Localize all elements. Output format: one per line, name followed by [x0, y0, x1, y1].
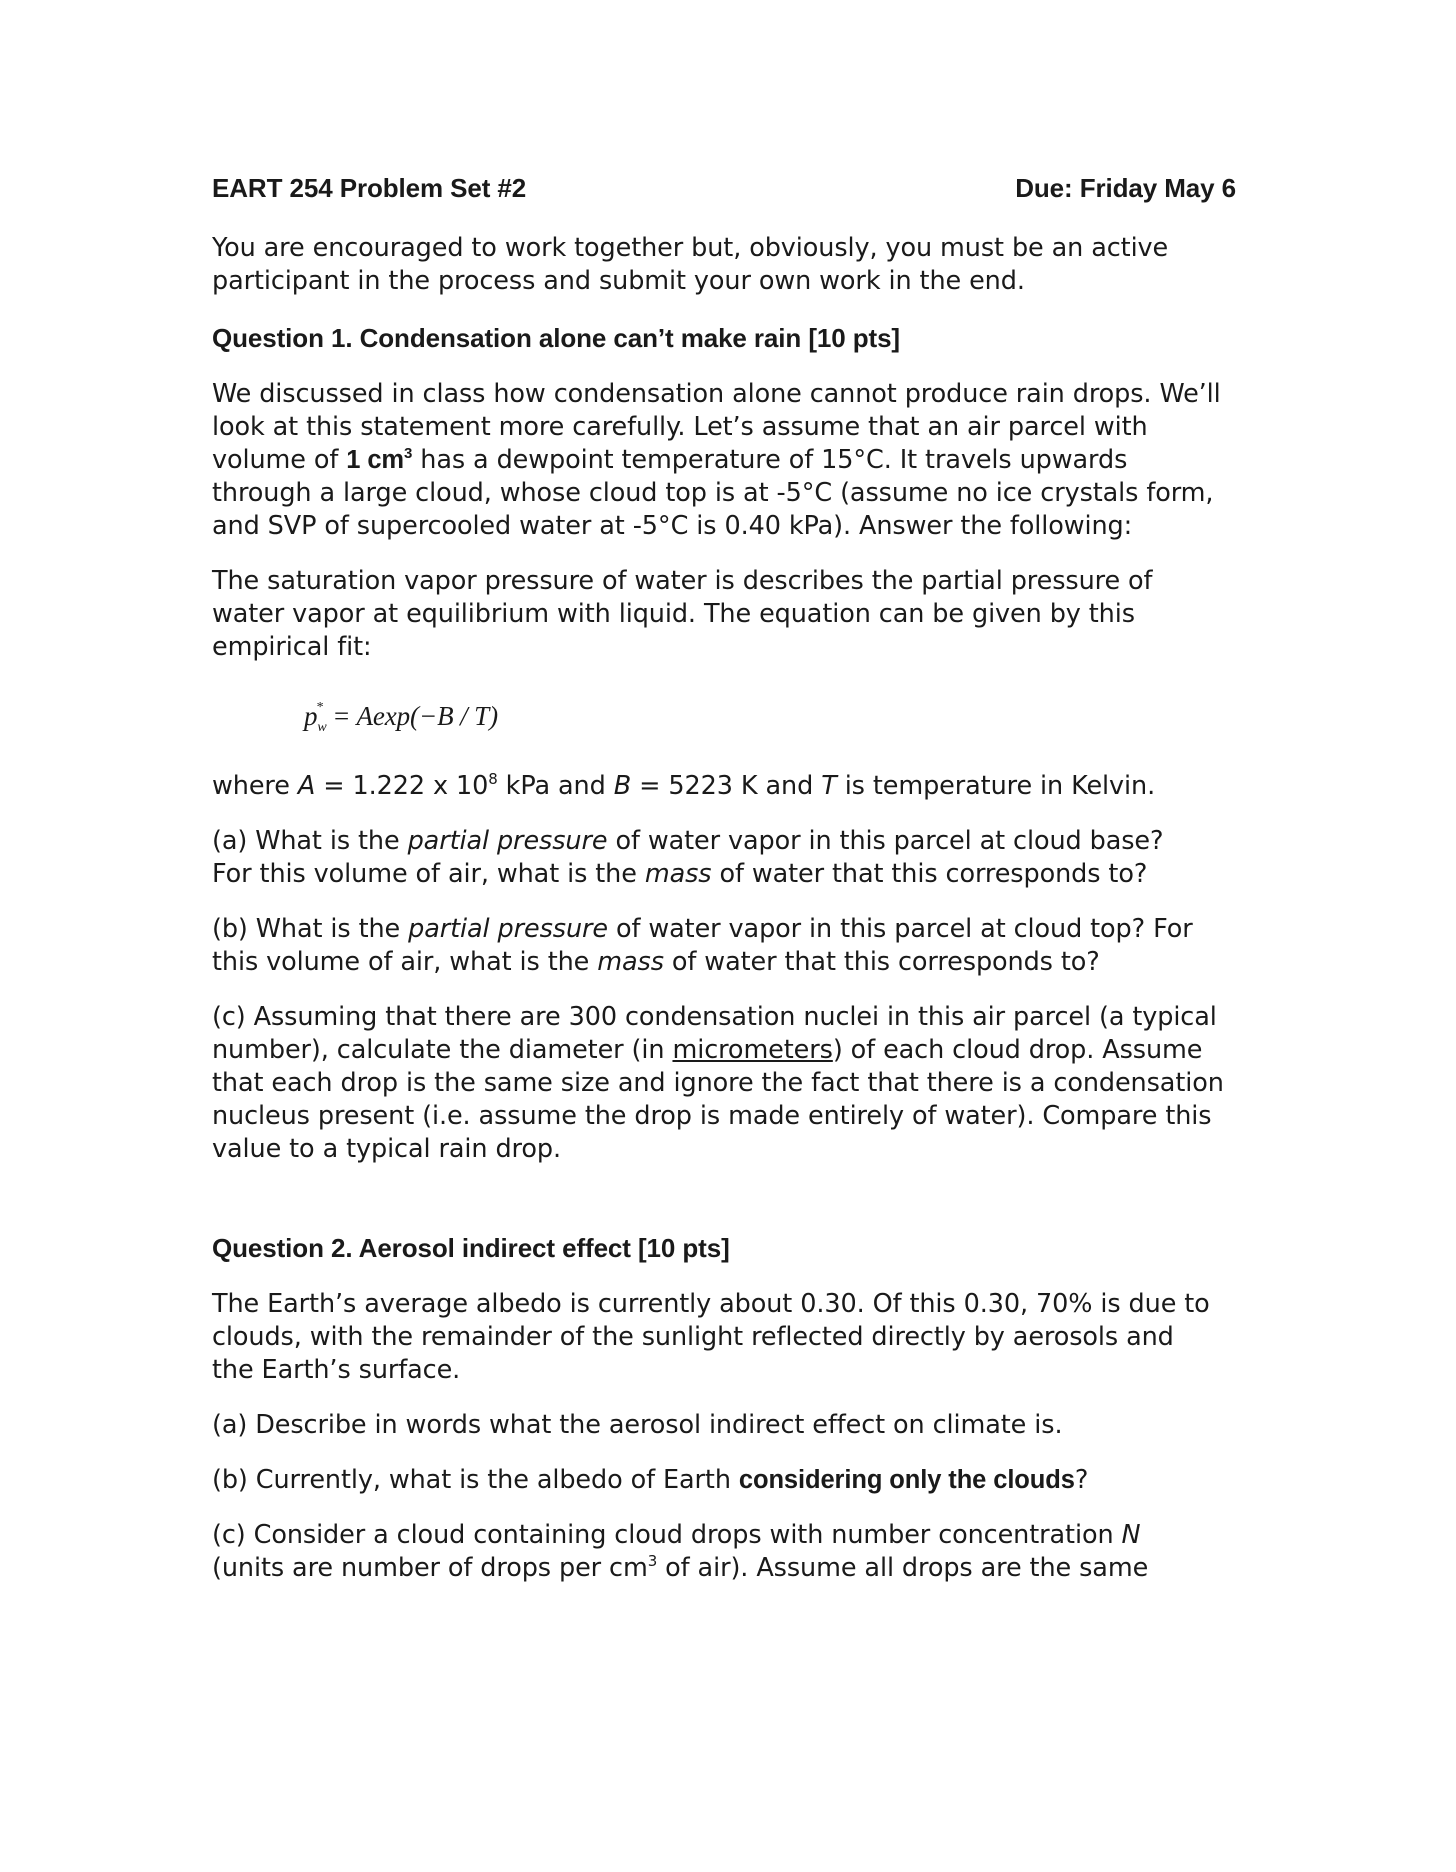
- text-line: and SVP of supercooled water at -5°C is 0.40 kPa). Answer the following:: [212, 511, 1133, 541]
- constants-line: [212, 770, 1242, 803]
- symbol-B: B: [613, 771, 632, 801]
- emphasis: partial pressure: [408, 914, 608, 944]
- exponent: 8: [488, 770, 498, 788]
- text-line: We discussed in class how condensation alone cannot produce rain drops. We’ll: [212, 379, 1221, 409]
- text-fragment: For this volume of air, what is the: [212, 859, 645, 889]
- intro-line: You are encouraged to work together but, obviously, you must be an active: [212, 233, 1169, 263]
- text-fragment: of water that this corresponds to?: [711, 859, 1148, 889]
- text-line: value to a typical rain drop.: [212, 1134, 561, 1164]
- text-fragment: kPa and: [497, 771, 614, 801]
- text-fragment: (c) Consider a cloud containing cloud drops with number concentration: [212, 1520, 1122, 1550]
- emphasis: mass: [644, 859, 712, 889]
- text-fragment: is temperature in Kelvin.: [836, 771, 1156, 801]
- text-fragment: this volume of air, what is the: [212, 947, 598, 977]
- text-line: empirical fit:: [212, 632, 372, 662]
- equation-lhs: p: [304, 701, 318, 731]
- text-fragment: volume of: [212, 445, 347, 475]
- text-fragment: (a) What is the: [212, 826, 408, 856]
- text-line: look at this statement more carefully. Let’s assume that an air parcel with: [212, 412, 1148, 442]
- q2-part-a: (a) Describe in words what the aerosol indirect effect on climate is.: [212, 1410, 1063, 1440]
- question-2-title: Question 2. Aerosol indirect effect [10 pts]: [212, 1233, 730, 1263]
- q1-part-b: [212, 913, 1242, 979]
- equation-rhs: = Aexp(−B / T): [325, 701, 498, 731]
- equation-superscript: *: [316, 700, 324, 715]
- symbol-T: T: [821, 771, 837, 801]
- intro-paragraph: [212, 232, 1242, 298]
- svp-paragraph: [212, 565, 1242, 664]
- volume-value: 1 cm: [346, 446, 404, 474]
- text-fragment: (b) What is the: [212, 914, 409, 944]
- text-fragment: of water that this corresponds to?: [663, 947, 1100, 977]
- text-fragment: of water vapor in this parcel at cloud top? For: [608, 914, 1193, 944]
- underlined-unit: micrometers: [672, 1035, 833, 1065]
- equation-subscript: w: [317, 720, 327, 735]
- text-fragment: (units are number of drops per cm: [212, 1553, 648, 1583]
- q1-part-a: [212, 825, 1242, 891]
- intro-line: participant in the process and submit your own work in the end.: [212, 266, 1025, 296]
- text-fragment: where: [212, 771, 298, 801]
- text-fragment: (b) Currently, what is the albedo of Earth: [212, 1465, 739, 1495]
- q1-part-c: [212, 1001, 1242, 1166]
- emphasis: partial pressure: [407, 826, 608, 856]
- exponent: 3: [647, 1552, 658, 1570]
- text-fragment: = 1.222 x 10: [315, 771, 489, 801]
- text-line: through a large cloud, whose cloud top is at -5°C (assume no ice crystals form,: [212, 478, 1214, 508]
- q1-intro-paragraph: [212, 378, 1242, 543]
- text-line: The Earth’s average albedo is currently about 0.30. Of this 0.30, 70% is due to: [212, 1289, 1210, 1319]
- text-fragment: number), calculate the diameter (in: [212, 1035, 673, 1065]
- question-1-title: Question 1. Condensation alone can’t make rain [10 pts]: [212, 323, 900, 353]
- document-title: EART 254 Problem Set #2: [212, 173, 527, 203]
- text-line: water vapor at equilibrium with liquid. The equation can be given by this: [212, 599, 1135, 629]
- text-line: clouds, with the remainder of the sunlight reflected directly by aerosols and: [212, 1322, 1174, 1352]
- text-fragment: = 5223 K and: [631, 771, 822, 801]
- volume-exponent: 3: [404, 445, 413, 462]
- q2-part-b: [212, 1464, 1242, 1497]
- symbol-A: A: [297, 771, 316, 801]
- text-line: the Earth’s surface.: [212, 1355, 461, 1385]
- due-date: Due: Friday May 6: [1015, 173, 1236, 203]
- text-fragment: ?: [1074, 1465, 1089, 1495]
- text-fragment: of water vapor in this parcel at cloud base?: [607, 826, 1164, 856]
- text-line: The saturation vapor pressure of water is describes the partial pressure of: [212, 566, 1153, 596]
- text-line: that each drop is the same size and ignore the fact that there is a condensation: [212, 1068, 1224, 1098]
- text-fragment: has a dewpoint temperature of 15°C. It travels upwards: [412, 445, 1128, 475]
- text-fragment: ) of each cloud drop. Assume: [832, 1035, 1203, 1065]
- text-line: (c) Assuming that there are 300 condensation nuclei in this air parcel (a typical: [212, 1002, 1217, 1032]
- text-fragment: of air). Assume all drops are the same: [657, 1553, 1149, 1583]
- emphasis: mass: [597, 947, 664, 977]
- q2-intro-paragraph: [212, 1288, 1242, 1387]
- svp-equation: [212, 688, 1242, 748]
- symbol-N: N: [1121, 1520, 1141, 1550]
- document-header: [212, 168, 1242, 208]
- text-line: nucleus present (i.e. assume the drop is made entirely of water). Compare this: [212, 1101, 1212, 1131]
- problem-set-page: [212, 168, 1242, 1585]
- q2-part-c: [212, 1519, 1242, 1585]
- emphasis-bold: considering only the clouds: [738, 1466, 1075, 1494]
